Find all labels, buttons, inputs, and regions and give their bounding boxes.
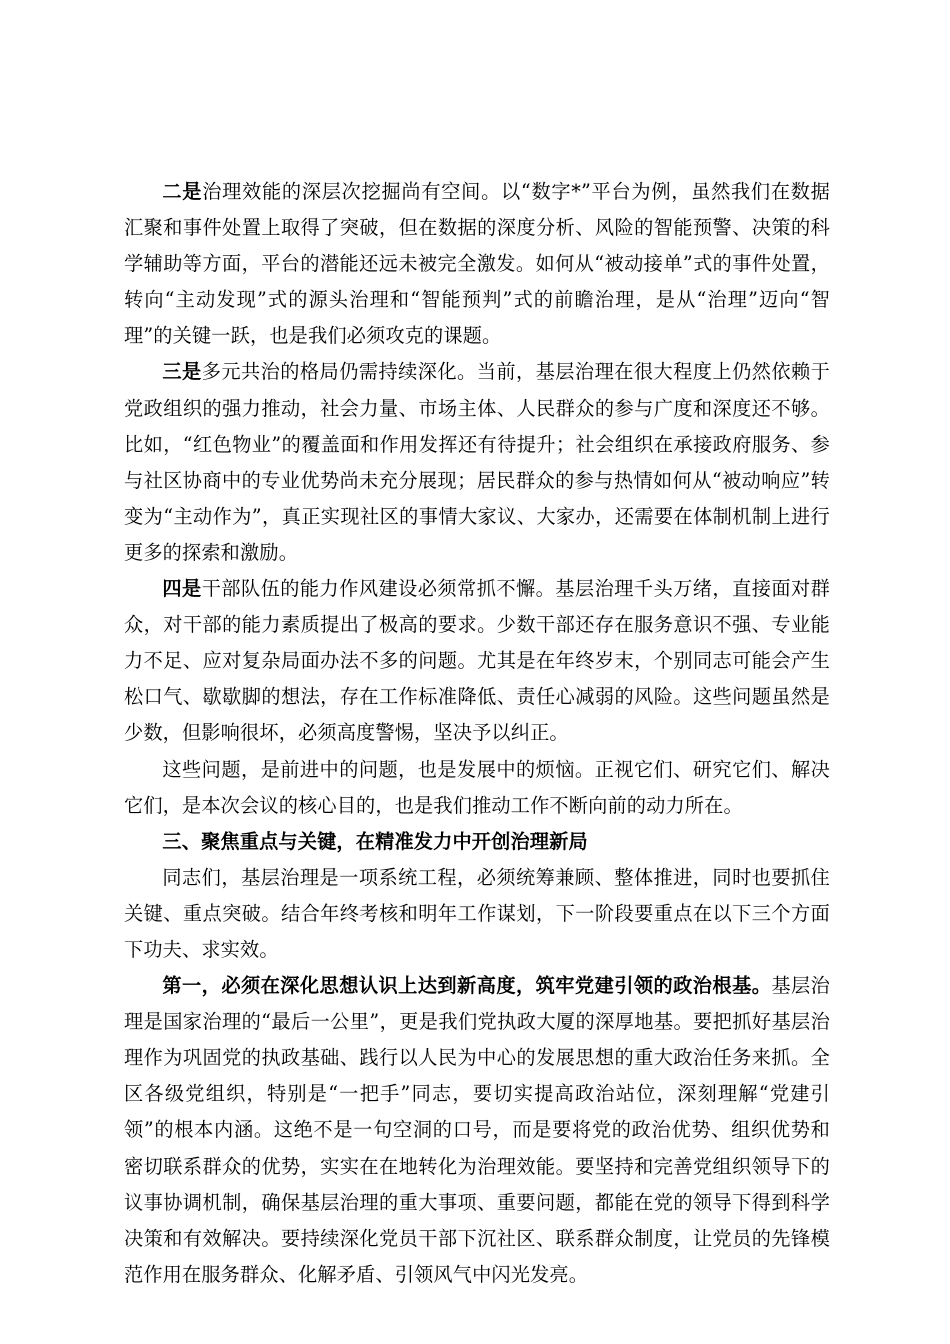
paragraph-lead: 四是 — [162, 577, 202, 601]
paragraph-point-three — [124, 354, 830, 571]
paragraph-point-two — [124, 174, 830, 354]
paragraph-summary — [124, 752, 830, 824]
paragraph-lead: 第一，必须在深化思想认识上达到新高度，筑牢党建引领的政治根基。 — [162, 974, 772, 998]
paragraph-intro — [124, 860, 830, 968]
paragraph-point-four — [124, 571, 830, 751]
paragraph-lead: 三是 — [162, 360, 202, 384]
document-body — [124, 174, 830, 1293]
paragraph-text: 多元共治的格局仍需持续深化。当前，基层治理在很大程度上仍然依赖于党政组织的强力推动，社会力量、市场主体、人民群众的参与广度和深度还不够。比如，“红色物业”的覆盖面和作用发挥还有待提升；社会组织在承接政府服务、参与社区协商中的专业优势尚未充分展现；居民群众的参与热情如何从“被动响应”转变为“主动作为”，真正实现社区的事情大家议、大家办，还需要在体制机制上进行更多的探索和激励。 — [124, 360, 830, 564]
section-heading: 三、聚焦重点与关键，在精准发力中开创治理新局 — [162, 829, 588, 853]
paragraph-text: 基层治理是国家治理的“最后一公里”，更是我们党执政大厦的深厚地基。要把抓好基层治理作为巩固党的执政基础、践行以人民为中心的发展思想的重大政治任务来抓。全区各级党组织，特别是“一把手”同志，要切实提高政治站位，深刻理解“党建引领”的根本内涵。这绝不是一句空洞的口号，而是要将党的政治优势、组织优势和密切联系群众的优势，实实在在地转化为治理效能。要坚持和完善党组织领导下的议事协调机制，确保基层治理的重大事项、重要问题，都能在党的领导下得到科学决策和有效解决。要持续深化党员干部下沉社区、联系群众制度，让党员的先锋模范作用在服务群众、化解矛盾、引领风气中闪光发亮。 — [124, 974, 831, 1286]
paragraph-text: 这些问题，是前进中的问题，也是发展中的烦恼。正视它们、研究它们、解决它们，是本次会议的核心目的，也是我们推动工作不断向前的动力所在。 — [124, 757, 830, 817]
paragraph-lead: 二是 — [162, 180, 203, 203]
paragraph-first-task — [124, 968, 830, 1293]
paragraph-text: 干部队伍的能力作风建设必须常抓不懈。基层治理千头万绪，直接面对群众，对干部的能力素质提出了极高的要求。少数干部还存在服务意识不强、专业能力不足、应对复杂局面办法不多的问题。尤其是在年终岁末，个别同志可能会产生松口气、歇歇脚的想法，存在工作标准降低、责任心减弱的风险。这些问题虽然是少数，但影响很坏，必须高度警惕，坚决予以纠正。 — [124, 577, 830, 745]
paragraph-text: 治理效能的深层次挖掘尚有空间。以“数字*”平台为例，虽然我们在数据汇聚和事件处置上取得了突破，但在数据的深度分析、风险的智能预警、决策的科学辅助等方面，平台的潜能还远未被完全激发。如何从“被动接单”式的事件处置，转向“主动发现”式的源头治理和“智能预判”式的前瞻治理，是从“治理”迈向“智理”的关键一跃，也是我们必须攻克的课题。 — [124, 180, 830, 348]
paragraph-text: 同志们，基层治理是一项系统工程，必须统筹兼顾、整体推进，同时也要抓住关键、重点突破。结合年终考核和明年工作谋划，下一阶段要重点在以下三个方面下功夫、求实效。 — [124, 865, 830, 961]
